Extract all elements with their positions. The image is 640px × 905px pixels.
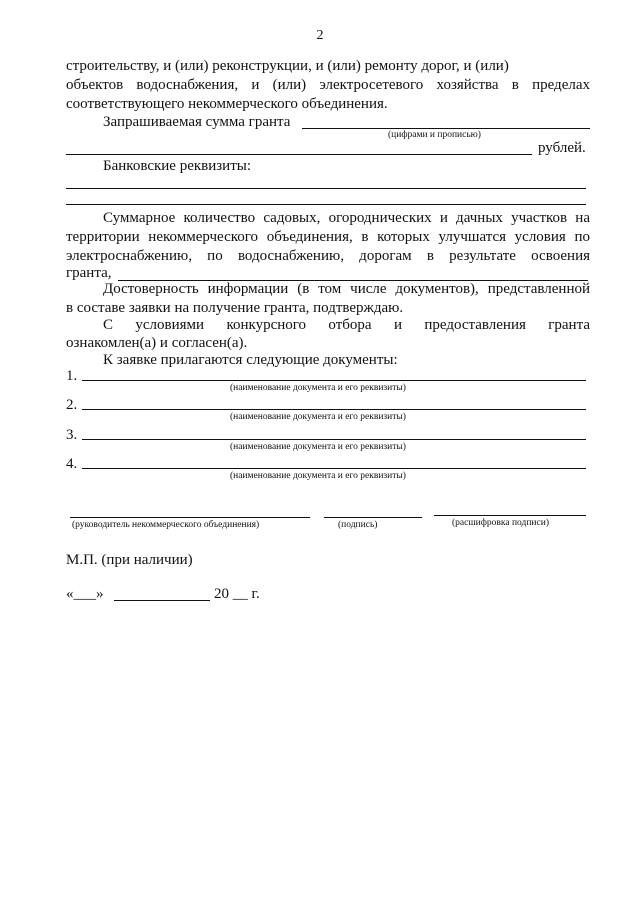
attachment-hint-1: (наименование документа и его реквизиты) xyxy=(230,383,406,393)
conditions-word: отбора xyxy=(328,317,372,333)
date-open-quote: « xyxy=(66,586,74,602)
bank-details-field-2[interactable] xyxy=(66,204,586,205)
stamp-label: М.П. (при наличии) xyxy=(66,552,193,568)
bank-details-label: Банковские реквизиты: xyxy=(103,158,252,174)
attachment-hint-3: (наименование документа и его реквизиты) xyxy=(230,442,406,452)
attachment-number-3: 3. xyxy=(66,427,78,443)
plots-line-1: Суммарное количество садовых, огороднических и дачных участков на xyxy=(103,210,590,226)
intro-line-3: соответствующего некоммерческого объединения. xyxy=(66,96,388,112)
grant-sum-hint: (цифрами и прописью) xyxy=(388,130,481,140)
conditions-word: и xyxy=(393,317,402,333)
attachment-hint-2: (наименование документа и его реквизиты) xyxy=(230,412,406,422)
attachment-field-2[interactable] xyxy=(82,409,586,410)
intro-text: строительству, и (или) реконструкции, и (или) ремонту дорог, и (или) xyxy=(66,58,509,74)
plots-line-4: гранта, xyxy=(66,265,112,281)
attachment-number-1: 1. xyxy=(66,368,78,384)
head-name-field[interactable] xyxy=(70,517,310,518)
conditions-word: С xyxy=(103,317,114,333)
head-hint: (руководитель некоммерческого объединения) xyxy=(72,520,260,530)
grant-sum-words-field[interactable] xyxy=(66,154,532,155)
rubles-label: рублей. xyxy=(538,140,586,156)
date-month-field[interactable] xyxy=(114,600,210,601)
bank-details-field-1[interactable] xyxy=(66,188,586,189)
attachment-number-4: 4. xyxy=(66,456,78,472)
attachment-field-4[interactable] xyxy=(82,468,586,469)
date-close-quote: » xyxy=(96,586,104,602)
signature-field[interactable] xyxy=(324,517,422,518)
date-year xyxy=(214,585,260,604)
attachment-field-1[interactable] xyxy=(82,380,586,381)
grant-sum-field[interactable] xyxy=(302,128,590,129)
conditions-word: предоставления xyxy=(424,317,526,333)
conditions-word: конкурсного xyxy=(226,317,307,333)
signature-decode-field[interactable] xyxy=(434,515,586,516)
conditions-line-2: ознакомлен(а) и согласен(а). xyxy=(66,335,248,351)
attachment-number-2: 2. xyxy=(66,397,78,413)
conditions-line-1 xyxy=(103,316,590,335)
date-year-suffix: г. xyxy=(251,586,260,602)
signature-hint: (подпись) xyxy=(338,520,378,530)
date-year-prefix: 20 xyxy=(214,586,229,602)
intro-line-1 xyxy=(66,57,590,76)
conditions-word: условиями xyxy=(135,317,205,333)
attachments-label: К заявке прилагаются следующие документы: xyxy=(103,352,398,368)
page-number: 2 xyxy=(316,28,324,43)
plots-line-3: электроснабжению, по водоснабжению, дорогам в результате освоения xyxy=(66,248,590,264)
attachment-hint-4: (наименование документа и его реквизиты) xyxy=(230,471,406,481)
intro-line-2: объектов водоснабжения, и (или) электросетевого хозяйства в пределах xyxy=(66,77,590,93)
date-day-field[interactable]: ___ xyxy=(73,586,96,602)
attachment-field-3[interactable] xyxy=(82,439,586,440)
plots-line-2: территории некоммерческого объединения, в которых улучшатся условия по xyxy=(66,229,590,245)
signature-decode-hint: (расшифровка подписи) xyxy=(452,518,549,528)
reliability-line-1: Достоверность информации (в том числе документов), представленной xyxy=(103,281,590,297)
date-year-field[interactable]: __ xyxy=(232,586,248,602)
grant-sum-label: Запрашиваемая сумма гранта xyxy=(103,114,291,130)
date-line xyxy=(66,585,104,604)
conditions-word: гранта xyxy=(548,317,590,333)
reliability-line-2: в составе заявки на получение гранта, подтверждаю. xyxy=(66,300,404,316)
